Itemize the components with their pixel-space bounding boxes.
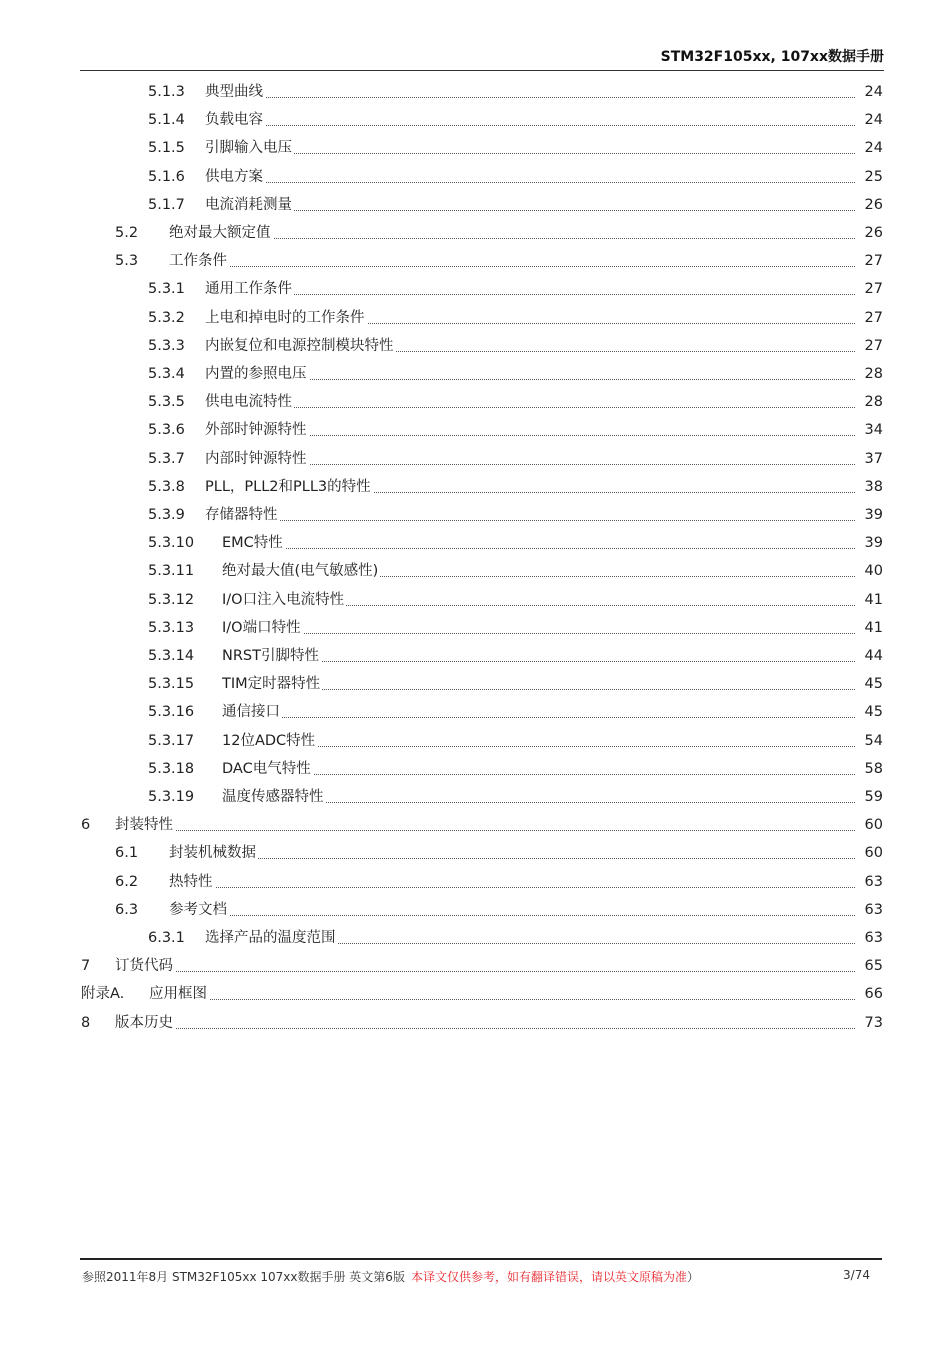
footer-divider xyxy=(80,1258,882,1260)
toc-entry-page: 24 xyxy=(857,82,883,102)
toc-leader-dots xyxy=(189,246,855,267)
toc-entry-title: 存储器特性 xyxy=(205,507,278,523)
toc-entry[interactable] xyxy=(0,336,950,356)
toc-entry[interactable] xyxy=(0,308,950,328)
toc-entry-page: 45 xyxy=(857,674,883,694)
toc-entry-number: 6.2 xyxy=(115,873,139,890)
toc-entry[interactable] xyxy=(0,110,950,130)
toc-entry-title: EMC特性 xyxy=(222,535,283,552)
toc-entry-number: 5.3.5 xyxy=(148,394,185,411)
toc-entry-title: NRST引脚特性 xyxy=(222,648,319,664)
toc-leader-dots xyxy=(242,782,855,803)
toc-entry[interactable] xyxy=(0,82,950,102)
toc-entry-title: 外部时钟源特性 xyxy=(205,422,307,439)
toc-entry[interactable] xyxy=(0,787,950,807)
toc-entry-page: 38 xyxy=(857,477,883,497)
header-divider xyxy=(80,70,884,71)
toc-entry-title: 内部时钟源特性 xyxy=(205,450,307,467)
toc-entry-page: 25 xyxy=(857,167,883,187)
toc-entry-title: I/O端口特性 xyxy=(222,619,301,636)
toc-entry[interactable] xyxy=(0,674,950,694)
toc-entry-number: 5.3 xyxy=(115,253,139,270)
footer-paren: ） xyxy=(686,1270,699,1284)
toc-leader-dots xyxy=(225,133,855,154)
toc-entry-title: 封装特性 xyxy=(115,817,173,834)
toc-entry[interactable] xyxy=(0,561,950,581)
toc-entry-title: 参考文档 xyxy=(169,901,227,918)
toc-entry-number: 5.3.6 xyxy=(148,422,185,439)
toc-entry-number: 5.3.13 xyxy=(148,619,195,636)
toc-leader-dots xyxy=(169,979,855,1000)
toc-entry-title: 绝对最大值(电气敏感性) xyxy=(222,563,379,580)
toc-entry-title: 工作条件 xyxy=(169,253,227,270)
toc-entry-number: 5.2 xyxy=(115,225,139,241)
toc-entry[interactable] xyxy=(0,533,950,553)
toc-entry[interactable] xyxy=(0,223,950,243)
toc-entry-number: 5.3.9 xyxy=(148,507,185,523)
toc-leader-dots xyxy=(242,528,855,549)
toc-entry-number: 6.3.1 xyxy=(148,930,185,946)
toc-entry[interactable] xyxy=(0,251,950,271)
toc-entry-title: 订货代码 xyxy=(115,958,173,975)
toc-entry-title: 封装机械数据 xyxy=(169,845,256,862)
toc-entry-title: 典型曲线 xyxy=(205,84,263,100)
toc-entry-number: 5.3.3 xyxy=(148,337,185,354)
toc-leader-dots xyxy=(189,895,855,916)
toc-entry-page: 66 xyxy=(857,984,883,1004)
toc-entry-page: 63 xyxy=(857,872,883,892)
toc-leader-dots xyxy=(189,867,855,888)
footer-page-number: 3/74 xyxy=(843,1268,870,1282)
toc-entry-page: 44 xyxy=(857,646,883,666)
toc-entry-title: 版本历史 xyxy=(115,1014,173,1031)
toc-entry-title: 内置的参照电压 xyxy=(205,366,307,382)
toc-leader-dots xyxy=(135,1008,855,1029)
toc-leader-dots xyxy=(225,190,855,211)
toc-entry[interactable] xyxy=(0,618,950,638)
toc-leader-dots xyxy=(225,274,855,295)
toc-leader-dots xyxy=(225,415,855,436)
toc-entry[interactable] xyxy=(0,815,950,835)
toc-entry-page: 27 xyxy=(857,279,883,299)
toc-entry-title: 热特性 xyxy=(169,873,213,890)
toc-entry-page: 63 xyxy=(857,928,883,948)
toc-leader-dots xyxy=(189,218,855,239)
toc-leader-dots xyxy=(225,444,855,465)
toc-entry-number: 7 xyxy=(81,958,91,975)
toc-entry-number: 5.3.16 xyxy=(148,704,195,721)
toc-leader-dots xyxy=(225,77,855,98)
toc-entry[interactable] xyxy=(0,505,950,525)
toc-leader-dots xyxy=(242,669,855,690)
toc-entry-number: 5.1.7 xyxy=(148,196,185,213)
toc-entry-title: TIM定时器特性 xyxy=(222,676,321,693)
toc-leader-dots xyxy=(242,613,855,634)
toc-entry[interactable] xyxy=(0,646,950,666)
toc-entry[interactable] xyxy=(0,364,950,384)
toc-entry-number: 5.3.4 xyxy=(148,366,185,382)
toc-entry-page: 41 xyxy=(857,618,883,638)
toc-entry-page: 26 xyxy=(857,223,883,243)
toc-leader-dots xyxy=(242,697,855,718)
toc-entry-number: 6.3 xyxy=(115,901,139,918)
toc-entry-page: 28 xyxy=(857,364,883,384)
toc-entry-number: 5.1.4 xyxy=(148,112,185,129)
toc-entry-page: 59 xyxy=(857,787,883,807)
toc-entry[interactable] xyxy=(0,928,950,948)
toc-entry-page: 26 xyxy=(857,195,883,215)
toc-entry-title: 供电电流特性 xyxy=(205,394,292,411)
toc-entry[interactable] xyxy=(0,702,950,722)
toc-entry-title: 电流消耗测量 xyxy=(205,196,292,213)
toc-entry-title: 上电和掉电时的工作条件 xyxy=(205,309,365,326)
toc-entry-number: 8 xyxy=(81,1014,91,1031)
toc-entry[interactable] xyxy=(0,956,950,976)
toc-entry-title: 绝对最大额定值 xyxy=(169,225,271,241)
toc-entry[interactable] xyxy=(0,984,950,1004)
toc-entry-page: 34 xyxy=(857,420,883,440)
toc-entry[interactable] xyxy=(0,167,950,187)
toc-entry-number: 5.1.5 xyxy=(148,140,185,157)
toc-entry[interactable] xyxy=(0,590,950,610)
toc-entry[interactable] xyxy=(0,138,950,158)
toc-entry-title: 应用框图 xyxy=(149,986,207,1003)
toc-entry-number: 附录A. xyxy=(81,986,125,1003)
toc-entry-page: 27 xyxy=(857,308,883,328)
toc-entry-title: 内嵌复位和电源控制模块特性 xyxy=(205,337,394,354)
toc-entry[interactable] xyxy=(0,900,950,920)
toc-entry[interactable] xyxy=(0,759,950,779)
toc-entry-number: 5.3.2 xyxy=(148,309,185,326)
toc-entry-title: DAC电气特性 xyxy=(222,760,311,777)
toc-entry-title: 供电方案 xyxy=(205,168,263,185)
toc-entry-number: 5.3.7 xyxy=(148,450,185,467)
toc-entry-page: 28 xyxy=(857,392,883,412)
toc-leader-dots xyxy=(225,105,855,126)
toc-entry[interactable] xyxy=(0,420,950,440)
toc-entry-number: 5.3.12 xyxy=(148,591,195,608)
toc-entry-number: 5.3.1 xyxy=(148,281,185,298)
toc-entry-title: PLL，PLL2和PLL3的特性 xyxy=(205,478,371,495)
toc-entry[interactable] xyxy=(0,477,950,497)
toc-entry-title: I/O口注入电流特性 xyxy=(222,591,345,608)
toc-leader-dots xyxy=(135,951,855,972)
toc-entry-number: 6.1 xyxy=(115,845,139,862)
toc-entry-page: 27 xyxy=(857,251,883,271)
toc-entry[interactable] xyxy=(0,392,950,412)
toc-entry[interactable] xyxy=(0,195,950,215)
toc-entry-number: 6 xyxy=(81,817,91,834)
toc-entry-page: 60 xyxy=(857,843,883,863)
toc-entry[interactable] xyxy=(0,279,950,299)
toc-entry-number: 5.3.15 xyxy=(148,676,195,693)
toc-entry-page: 45 xyxy=(857,702,883,722)
toc-entry[interactable] xyxy=(0,731,950,751)
toc-entry-page: 39 xyxy=(857,505,883,525)
toc-entry-number: 5.3.11 xyxy=(148,563,195,580)
toc-entry-title: 12位ADC特性 xyxy=(222,732,316,749)
toc-entry-number: 5.1.6 xyxy=(148,168,185,185)
footer-translation-note: 本译文仅供参考，如有翻译错误，请以英文原稿为准 xyxy=(410,1270,687,1284)
toc-entry-page: 60 xyxy=(857,815,883,835)
toc-leader-dots xyxy=(242,641,855,662)
toc-entry-title: 通用工作条件 xyxy=(205,281,292,298)
toc-entry-number: 5.3.19 xyxy=(148,789,195,805)
toc-entry-page: 41 xyxy=(857,590,883,610)
toc-entry-page: 54 xyxy=(857,731,883,751)
toc-entry-number: 5.3.10 xyxy=(148,535,195,552)
toc-entry[interactable] xyxy=(0,872,950,892)
toc-entry-title: 通信接口 xyxy=(222,704,280,721)
toc-entry-number: 5.3.14 xyxy=(148,648,195,664)
toc-entry-page: 37 xyxy=(857,449,883,469)
toc-entry-number: 5.1.3 xyxy=(148,84,185,100)
page-footer xyxy=(82,1268,882,1285)
page-header: STM32F105xx, 107xx数据手册 xyxy=(660,49,884,65)
toc-entry-title: 负载电容 xyxy=(205,112,263,129)
toc-leader-dots xyxy=(225,500,855,521)
toc-entry-title: 引脚输入电压 xyxy=(205,140,292,157)
toc-leader-dots xyxy=(242,754,855,775)
toc-leader-dots xyxy=(189,838,855,859)
toc-entry-page: 63 xyxy=(857,900,883,920)
toc-entry-page: 65 xyxy=(857,956,883,976)
toc-leader-dots xyxy=(225,387,855,408)
toc-entry-page: 24 xyxy=(857,110,883,130)
toc-entry-page: 27 xyxy=(857,336,883,356)
toc-entry-number: 5.3.17 xyxy=(148,732,195,749)
toc-entry-title: 选择产品的温度范围 xyxy=(205,930,336,946)
toc-entry[interactable] xyxy=(0,1013,950,1033)
toc-entry-page: 39 xyxy=(857,533,883,553)
toc-entry[interactable] xyxy=(0,843,950,863)
toc-entry-page: 40 xyxy=(857,561,883,581)
toc-entry-page: 73 xyxy=(857,1013,883,1033)
toc-entry-page: 24 xyxy=(857,138,883,158)
toc-leader-dots xyxy=(225,162,855,183)
toc-entry[interactable] xyxy=(0,449,950,469)
toc-leader-dots xyxy=(135,810,855,831)
toc-entry-title: 温度传感器特性 xyxy=(222,789,324,805)
toc-entry-number: 5.3.18 xyxy=(148,760,195,777)
toc-entry-number: 5.3.8 xyxy=(148,478,185,495)
footer-reference: 参照2011年8月 STM32F105xx 107xx数据手册 英文第6版 xyxy=(82,1270,405,1284)
toc-entry-page: 58 xyxy=(857,759,883,779)
toc-leader-dots xyxy=(225,359,855,380)
toc-leader-dots xyxy=(242,726,855,747)
